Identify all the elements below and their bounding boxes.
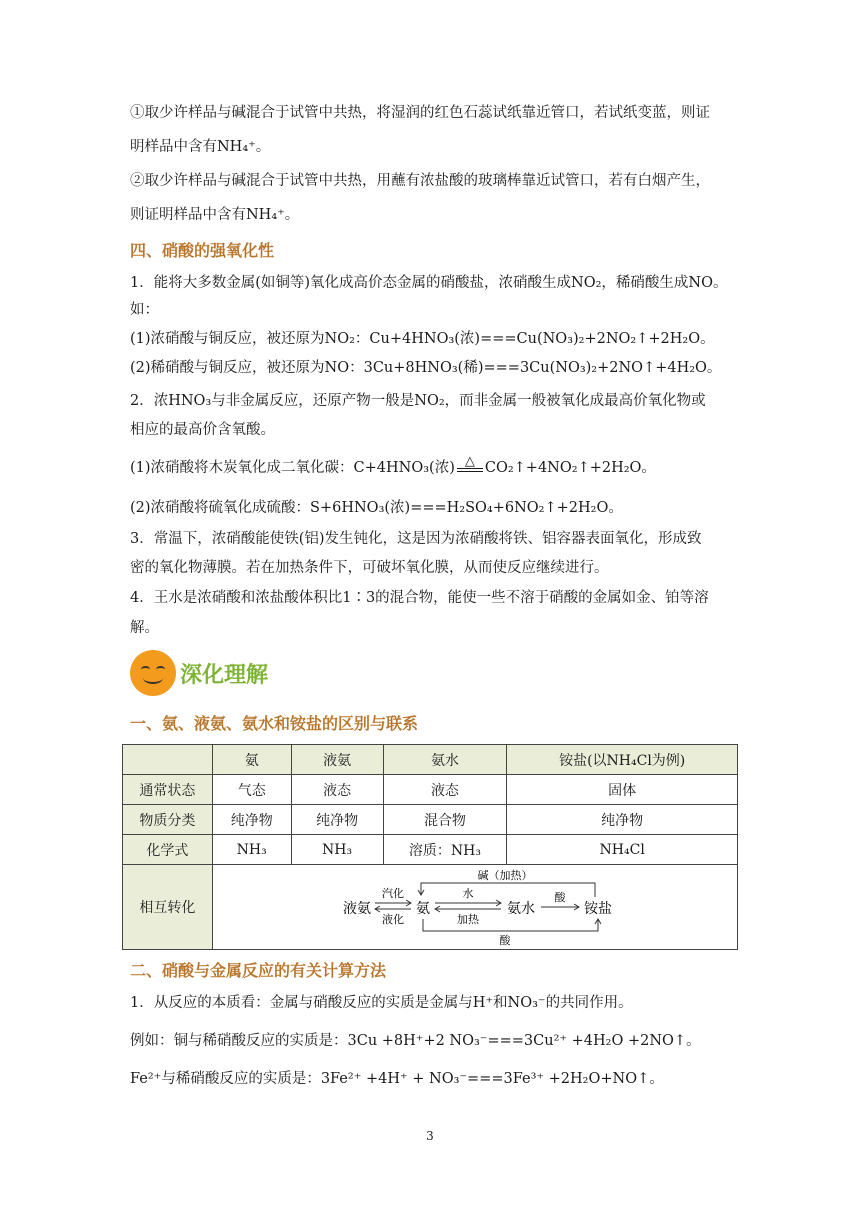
acid-label-bottom: 酸 bbox=[499, 934, 511, 947]
table-cell: 纯净物 bbox=[291, 805, 383, 835]
item-2-line-1: 2．浓HNO₃与非金属反应，还原产物一般是NO₂，而非金属一般被氧化成最高价氧化物或 bbox=[130, 393, 706, 409]
table-row-conversion bbox=[123, 865, 738, 950]
table-header-cell bbox=[123, 745, 213, 775]
base-heat-label: 碱（加热） bbox=[477, 869, 533, 882]
section-2-item-1: 1．从反应的本质看：金属与硝酸反应的实质是金属与H⁺和NO₃⁻的共同作用。 bbox=[130, 995, 633, 1011]
table-row bbox=[123, 835, 738, 865]
item-2-equation-a-right: CO₂↑+4NO₂↑+2H₂O。 bbox=[484, 460, 656, 476]
item-4-line-1: 4．王水是浓硝酸和浓盐酸体积比1∶3的混合物，能使一些不溶于硝酸的金属如金、铂等溶 bbox=[130, 590, 709, 606]
section-4-title: 四、硝酸的强氧化性 bbox=[130, 241, 275, 260]
ammonia-water-label: 氨水 bbox=[506, 901, 535, 917]
item-1-line-2: 如： bbox=[130, 302, 159, 318]
table-cell: 溶质：NH₃ bbox=[383, 835, 507, 865]
table-cell: NH₃ bbox=[212, 835, 291, 865]
table-cell: 气态 bbox=[212, 775, 291, 805]
row-label: 通常状态 bbox=[123, 775, 213, 805]
section-2-example-1: 例如：铜与稀硝酸反应的实质是：3Cu +8H⁺+2 NO₃⁻===3Cu²⁺ +4H₂O +2NO↑。 bbox=[130, 1033, 701, 1049]
table-cell: 固体 bbox=[507, 775, 738, 805]
base-heat-arrow bbox=[421, 883, 595, 897]
item-4-line-2: 解。 bbox=[130, 620, 159, 636]
ammonia-label: 氨 bbox=[415, 901, 430, 917]
heat-triangle-icon: △ bbox=[464, 454, 475, 469]
table-row bbox=[123, 805, 738, 835]
table-header-cell: 液氨 bbox=[291, 745, 383, 775]
item-1-equation-b: (2)稀硝酸与铜反应，被还原为NO：3Cu+8HNO₃(稀)===3Cu(NO₃)₂+2NO↑+4H₂O。 bbox=[130, 360, 722, 376]
deep-understanding-title: 深化理解 bbox=[180, 662, 269, 688]
liquefy-label: 液化 bbox=[381, 913, 404, 926]
acid-label-top: 酸 bbox=[554, 891, 566, 904]
item-2-equation-b: (2)浓硝酸将硫氧化成硫酸：S+6HNO₃(浓)===H₂SO₄+6NO₂↑+2H₂O。 bbox=[130, 500, 623, 516]
liquid-ammonia-label: 液氨 bbox=[342, 901, 371, 917]
table-header-cell: 铵盐(以NH₄Cl为例) bbox=[507, 745, 738, 775]
item-2-equation-a bbox=[130, 454, 740, 479]
table-cell: 混合物 bbox=[383, 805, 507, 835]
heat-label: 加热 bbox=[456, 913, 479, 926]
table-cell: NH₄Cl bbox=[507, 835, 738, 865]
conversion-diagram-cell bbox=[212, 865, 737, 950]
table-cell: 纯净物 bbox=[212, 805, 291, 835]
smiley-icon bbox=[130, 650, 176, 696]
item-2-line-2: 相应的最高价含氧酸。 bbox=[130, 422, 275, 438]
acid-bottom-arrow bbox=[423, 919, 598, 931]
row-label: 相互转化 bbox=[123, 865, 213, 950]
heat-condition-arrow bbox=[457, 454, 483, 479]
table-header-cell: 氨 bbox=[212, 745, 291, 775]
ammonium-salt-label: 铵盐 bbox=[583, 901, 612, 917]
equals-bar bbox=[457, 468, 483, 472]
item-3-line-1: 3．常温下，浓硝酸能使铁(铝)发生钝化，这是因为浓硝酸将铁、铝容器表面氧化，形成致 bbox=[130, 531, 702, 547]
conversion-diagram bbox=[325, 867, 625, 947]
item-1-line-1: 1．能将大多数金属(如铜等)氧化成高价态金属的硝酸盐，浓硝酸生成NO₂，稀硝酸生成NO。 bbox=[130, 275, 728, 291]
row-label: 物质分类 bbox=[123, 805, 213, 835]
section-2-example-2: Fe²⁺与稀硝酸反应的实质是：3Fe²⁺ +4H⁺ + NO₃⁻===3Fe³⁺ +2H₂O+NO↑。 bbox=[130, 1071, 664, 1087]
item-2-equation-a-left: (1)浓硝酸将木炭氧化成二氧化碳：C+4HNO₃(浓) bbox=[130, 460, 455, 476]
table-cell: 液态 bbox=[291, 775, 383, 805]
table-cell: 纯净物 bbox=[507, 805, 738, 835]
paragraph-1-line-1: ①取少许样品与碱混合于试管中共热，将湿润的红色石蕊试纸靠近管口，若试纸变蓝，则证 bbox=[130, 105, 710, 121]
table-row bbox=[123, 775, 738, 805]
table-header-row bbox=[123, 745, 738, 775]
paragraph-1-line-2: 明样品中含有NH₄⁺。 bbox=[130, 139, 271, 155]
section-1-title: 一、氨、液氨、氨水和铵盐的区别与联系 bbox=[130, 714, 419, 733]
row-label: 化学式 bbox=[123, 835, 213, 865]
table-cell: 液态 bbox=[383, 775, 507, 805]
paragraph-2-line-2: 则证明样品中含有NH₄⁺。 bbox=[130, 207, 300, 223]
table-header-cell: 氨水 bbox=[383, 745, 507, 775]
ammonia-comparison-table bbox=[122, 744, 738, 950]
section-2-title: 二、硝酸与金属反应的有关计算方法 bbox=[130, 961, 387, 980]
paragraph-2-line-1: ②取少许样品与碱混合于试管中共热，用蘸有浓盐酸的玻璃棒靠近试管口，若有白烟产生， bbox=[130, 173, 710, 189]
item-1-equation-a: (1)浓硝酸与铜反应，被还原为NO₂：Cu+4HNO₃(浓)===Cu(NO₃)₂+2NO₂↑+2H₂O。 bbox=[130, 331, 715, 347]
water-label: 水 bbox=[462, 887, 474, 900]
table-cell: NH₃ bbox=[291, 835, 383, 865]
vaporize-label: 汽化 bbox=[381, 887, 404, 900]
item-3-line-2: 密的氧化物薄膜。若在加热条件下，可破坏氧化膜，从而使反应继续进行。 bbox=[130, 560, 609, 576]
page-number: 3 bbox=[426, 1129, 434, 1143]
deep-understanding-header bbox=[130, 650, 268, 696]
